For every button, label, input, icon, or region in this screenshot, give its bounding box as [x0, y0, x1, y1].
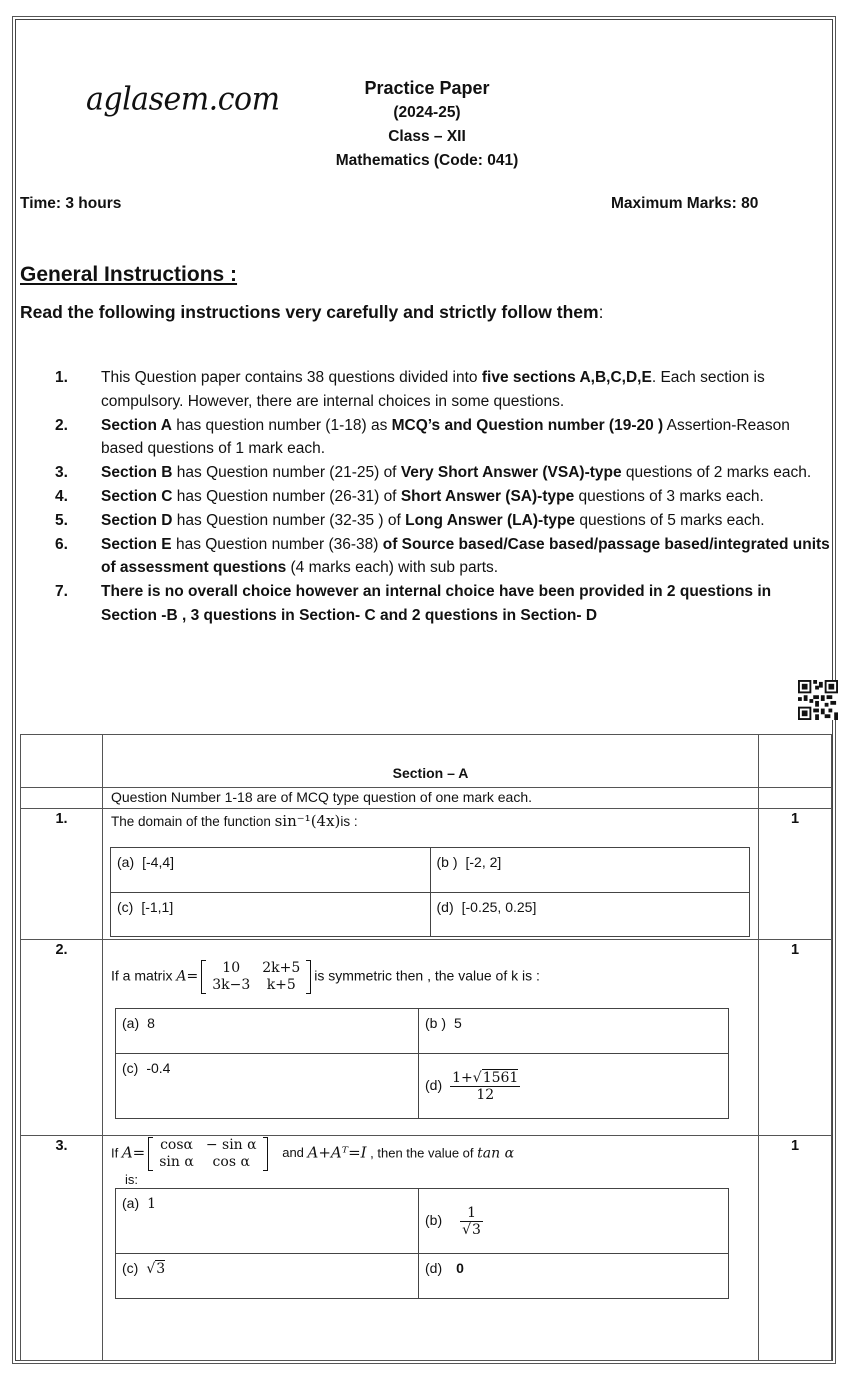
question-math: A+Aᵀ=I [307, 1143, 367, 1162]
option-value: [-2, 2] [465, 854, 502, 870]
instruction-item [55, 366, 830, 414]
instruction-item [55, 509, 830, 533]
question-number: 3. [21, 1136, 103, 1361]
matrix-name: A= [121, 1143, 146, 1162]
option-label: (d) [425, 1076, 443, 1093]
question-text-before: If a matrix [111, 967, 177, 984]
instruction-text: This Question paper contains 38 questions divided into [101, 369, 482, 386]
instruction-number: 1. [55, 369, 68, 386]
qr-code-icon [798, 680, 838, 720]
option-d[interactable] [419, 1254, 729, 1299]
sqrt: √1561 [472, 1069, 519, 1086]
instructions-list [55, 366, 830, 628]
instruction-item [55, 533, 830, 581]
matrix-cell: 2k+5 [262, 960, 301, 976]
question-marks: 1 [759, 809, 832, 940]
instruction-item [55, 580, 830, 628]
instruction-number: 2. [55, 416, 68, 434]
options-table [110, 847, 750, 937]
sqrt: √3 [462, 1221, 481, 1238]
empty-cell [21, 788, 103, 809]
matrix-cell: k+5 [266, 977, 296, 993]
matrix [148, 1137, 267, 1171]
option-b[interactable] [419, 1009, 729, 1054]
instruction-text: . Each section is compulsory. However, there are internal choices in some questions. [101, 369, 765, 410]
instruction-text: has Question number (36-38) [171, 535, 383, 553]
instruction-item [55, 485, 830, 509]
instruction-number: 6. [55, 535, 68, 553]
instruction-text: Section D [101, 511, 173, 529]
question-text-mid: and [278, 1145, 308, 1161]
matrix [201, 960, 311, 994]
question-text [103, 940, 758, 994]
section-note: Question Number 1-18 are of MCQ type question of one mark each. [103, 788, 759, 809]
option-label: (a) [117, 854, 135, 870]
option-value: [-4,4] [142, 854, 175, 870]
instruction-number: 5. [55, 511, 68, 529]
instruction-number: 4. [55, 487, 68, 505]
questions-table [20, 734, 832, 1361]
option-label: (c) [117, 899, 134, 915]
instruction-text: questions of 2 marks each. [621, 464, 812, 482]
matrix-cell: 10 [222, 960, 241, 976]
question-text-before: The domain of the function [111, 814, 275, 829]
question-text [103, 809, 758, 830]
instruction-text: Very Short Answer (VSA)-type [400, 464, 622, 482]
question-marks: 1 [759, 940, 832, 1136]
question-math: sin⁻¹(4x) [274, 812, 341, 830]
instruction-text: Assertion-Reason based questions of 1 mark each. [101, 416, 790, 458]
instruction-item [55, 414, 830, 462]
matrix-cell: sin α [159, 1154, 194, 1170]
question-row [21, 940, 832, 1136]
instruction-text: Section B [101, 464, 173, 482]
section-title: Section – A [103, 735, 759, 788]
option-value: [-1,1] [141, 899, 174, 915]
option-a[interactable] [116, 1189, 419, 1254]
instruction-text: has Question number (32-35 ) of [172, 511, 406, 529]
question-body [103, 940, 759, 1136]
section-note-row [21, 788, 832, 809]
section-title-row [21, 735, 832, 788]
question-text [103, 1136, 758, 1171]
option-value: 0 [456, 1260, 464, 1276]
question-text-after: is symmetric then , the value of k is : [314, 967, 540, 984]
empty-cell [759, 788, 832, 809]
option-c[interactable] [116, 1254, 419, 1299]
paper-class: Class – XII [388, 128, 466, 145]
instruction-text: There is no overall choice however an internal choice have been provided in 2 questions in Section -B , 3 questions in Section- C and 2 questions in Section- D [101, 583, 772, 624]
instruction-text: Long Answer (LA)-type [405, 511, 576, 529]
option-label: (b ) [436, 854, 458, 870]
radicand: 1561 [482, 1069, 519, 1086]
time-allowed: Time: 3 hours [20, 195, 122, 212]
option-label: (d) [425, 1260, 443, 1276]
paper-session: (2024-25) [393, 104, 461, 121]
question-text-before: If [111, 1145, 122, 1161]
instruction-number: 3. [55, 464, 68, 482]
maximum-marks: Maximum Marks: 80 [611, 195, 759, 212]
instruction-text: questions of 5 marks each. [575, 511, 765, 529]
subtitle-colon: : [598, 302, 604, 322]
question-text-wrap: is: [125, 1172, 138, 1187]
option-value: -0.4 [146, 1060, 171, 1076]
question-number: 1. [21, 809, 103, 940]
option-a[interactable] [116, 1009, 419, 1054]
option-value: [-0.25, 0.25] [461, 899, 537, 915]
matrix-cell: − sin α [205, 1137, 257, 1153]
question-text-after: is : [340, 814, 358, 829]
instruction-text: questions of 3 marks each. [574, 487, 764, 505]
numerator-text: 1+ [452, 1069, 473, 1086]
option-d[interactable] [430, 893, 750, 937]
sqrt: √3 [146, 1261, 166, 1277]
instruction-item [55, 461, 830, 485]
matrix-cell: cosα [160, 1137, 193, 1153]
instruction-text: five sections A,B,C,D,E [481, 369, 652, 386]
option-label: (c) [122, 1260, 139, 1276]
option-c[interactable] [116, 1054, 419, 1119]
option-label: (d) [436, 899, 454, 915]
instruction-text: has Question number (26-31) of [172, 487, 401, 505]
matrix-cell: cos α [212, 1154, 250, 1170]
fraction [460, 1205, 483, 1238]
numerator: 1 [460, 1205, 483, 1222]
option-value: 1 [147, 1196, 157, 1212]
option-c[interactable] [111, 893, 431, 937]
options-table [115, 1188, 729, 1299]
option-label: (c) [122, 1060, 139, 1076]
instruction-text: Section E [101, 535, 172, 553]
option-value: 8 [147, 1015, 155, 1031]
option-label: (a) [122, 1195, 140, 1211]
fraction [450, 1070, 520, 1103]
question-marks: 1 [759, 1136, 832, 1361]
question-text-after: , then the value of [366, 1145, 478, 1161]
option-b[interactable] [430, 848, 750, 893]
radicand: 3 [156, 1261, 166, 1277]
option-label: (a) [122, 1015, 140, 1031]
question-body [103, 1136, 759, 1361]
option-label: (b) [425, 1211, 443, 1228]
empty-cell [759, 735, 832, 788]
option-value: 5 [454, 1015, 462, 1031]
instruction-text: Section C [101, 487, 173, 505]
question-row [21, 1136, 832, 1361]
site-logo: aglasem.com [86, 81, 280, 118]
matrix-name: A= [176, 968, 199, 985]
instruction-text: has question number (1-18) as [171, 416, 392, 434]
instruction-text: of Source based/Case based/passage based/integrated units of assessment questions [101, 535, 830, 577]
empty-cell [21, 735, 103, 788]
option-label: (b ) [425, 1015, 446, 1031]
matrix-cell: 3k−3 [212, 977, 251, 993]
general-instructions-title: General Instructions : [20, 263, 238, 286]
instruction-number: 7. [55, 583, 68, 601]
general-instructions-subtitle [20, 302, 603, 323]
option-a[interactable] [111, 848, 431, 893]
radicand: 3 [472, 1221, 481, 1238]
instruction-text: Short Answer (SA)-type [400, 487, 575, 505]
question-math: tan α [477, 1145, 515, 1162]
instruction-text: MCQ’s and Question number (19-20 ) [391, 416, 664, 434]
paper-subject: Mathematics (Code: 041) [335, 152, 519, 169]
options-table [115, 1008, 729, 1119]
question-body [103, 809, 759, 940]
instruction-text: has Question number (21-25) of [172, 464, 401, 482]
subtitle-text: Read the following instructions very carefully and strictly follow them [20, 302, 599, 322]
paper-title: Practice Paper [364, 78, 490, 98]
denominator: 12 [476, 1086, 495, 1103]
question-number: 2. [21, 940, 103, 1136]
instruction-text: Section A [101, 416, 172, 434]
option-d[interactable] [419, 1054, 729, 1119]
option-b[interactable] [419, 1189, 729, 1254]
question-row [21, 809, 832, 940]
instruction-text: (4 marks each) with sub parts. [286, 559, 499, 577]
